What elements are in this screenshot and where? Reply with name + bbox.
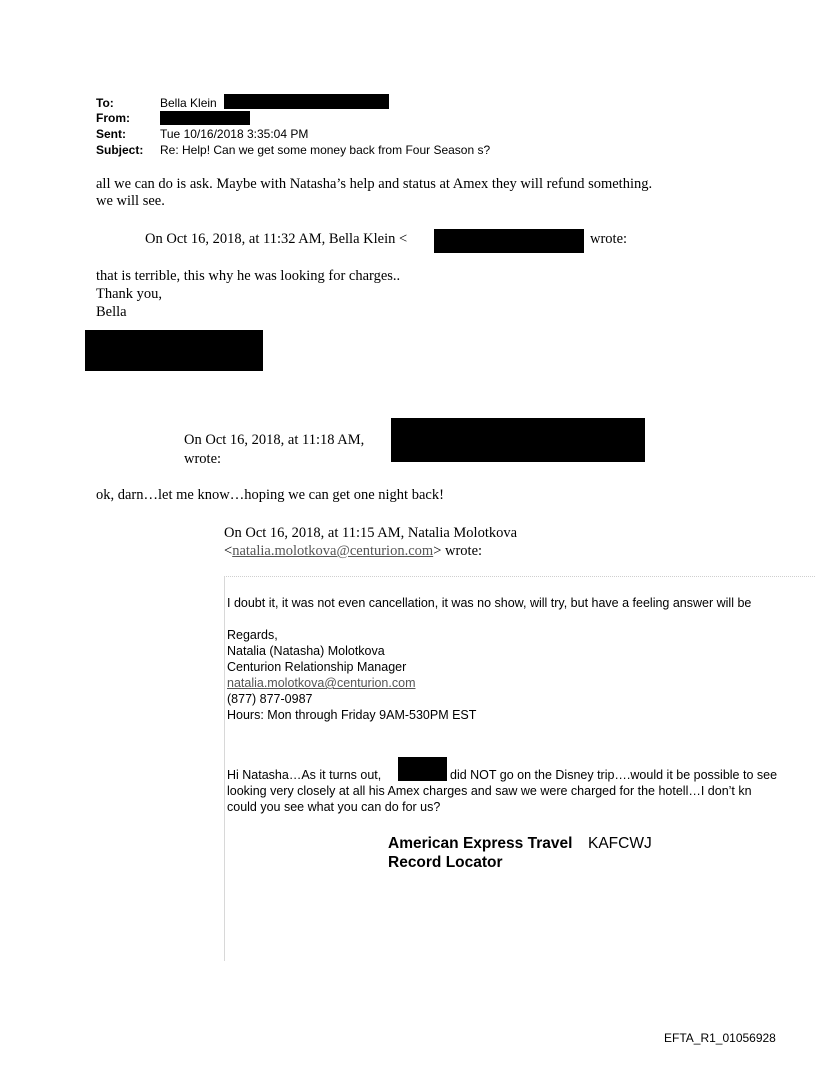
quote-second-attribution-1: On Oct 16, 2018, at 11:18 AM, [184,432,365,448]
quote-second-attribution-2: wrote: [184,451,222,467]
sent-label: Sent: [96,127,126,141]
redaction-signature-block [85,330,263,371]
quote-second-body: ok, darn…let me know…hoping we can get one night back! [96,487,444,503]
quote-bella-attribution: On Oct 16, 2018, at 11:32 AM, Bella Klein < [145,231,408,247]
from-label: From: [96,111,130,125]
amex-record-code: KAFCWJ [588,835,652,852]
natasha-email-link[interactable]: natalia.molotkova@centurion.com [227,676,416,690]
quote-bella-line-3: Bella [96,304,127,320]
natasha-phone: (877) 877-0987 [227,692,313,706]
natasha-hours: Hours: Mon through Friday 9AM-530PM EST [227,708,477,722]
subject-label: Subject: [96,143,144,157]
quote-bella-line-1: that is terrible, this why he was looking for charges.. [96,268,401,284]
quote-bella-wrote: wrote: [590,231,628,247]
quote-natalia-attribution: On Oct 16, 2018, at 11:15 AM, Natalia Molotkova [224,525,518,541]
redaction-second-sender [391,418,645,462]
to-value: Bella Klein [160,96,217,110]
amex-record-locator-label: Record Locator [388,854,503,871]
redaction-bella-email [434,229,584,253]
natasha-title: Centurion Relationship Manager [227,660,407,674]
email-open-bracket: < [224,543,233,559]
natasha-regards: Regards, [227,628,278,642]
quote-natalia-email-link[interactable]: natalia.molotkova@centurion.com [232,543,434,559]
message-line-1: all we can do is ask. Maybe with Natasha’s help and status at Amex they will refund something. [96,176,653,192]
request-line-1a: Hi Natasha…As it turns out, [227,768,382,782]
redaction-request-name [398,757,447,781]
message-line-2: we will see. [96,193,165,209]
quote-natalia-email-line [224,543,482,560]
email-close-bracket: > wrote: [433,543,483,559]
amex-travel-label: American Express Travel [388,835,573,852]
redaction-from [160,111,250,125]
document-id: EFTA_R1_01056928 [664,1031,776,1045]
to-label: To: [96,96,114,110]
subject-value: Re: Help! Can we get some money back from Four Season s? [160,143,491,157]
request-line-3: could you see what you can do for us? [227,800,441,814]
natasha-name: Natalia (Natasha) Molotkova [227,644,385,658]
quote-bella-line-2: Thank you, [96,286,163,302]
redaction-to-email [224,94,389,109]
request-line-1b: did NOT go on the Disney trip….would it be possible to see [450,768,778,782]
request-line-2: looking very closely at all his Amex charges and saw we were charged for the hotell…I don’t kn [227,784,752,798]
sent-value: Tue 10/16/2018 3:35:04 PM [160,127,309,141]
natasha-reply-line-1: I doubt it, it was not even cancellation, it was no show, will try, but have a feeling answer will be [227,596,752,610]
